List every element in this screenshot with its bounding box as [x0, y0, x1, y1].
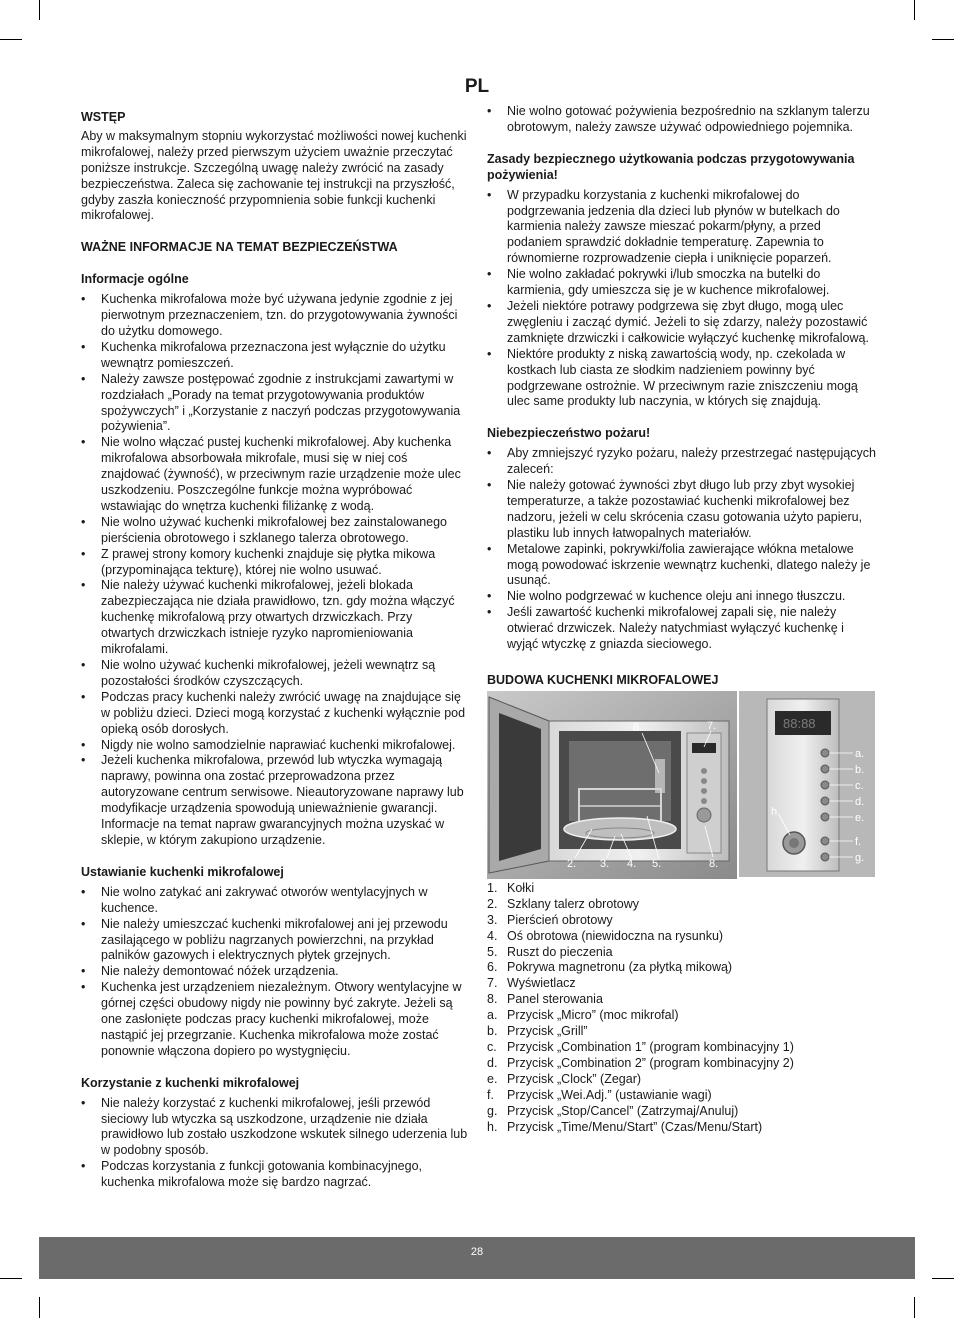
- part-text: Przycisk „Micro” (moc mikrofal): [507, 1008, 679, 1023]
- list-item: • Nie wolno włączać pustej kuchenki mikrofalowej. Aby kuchenka mikrofalowa absorbowała mikrofale, musi się w niej coś znajdować (żywność), w przeciwnym razie urządzenie może ulec uszkodzeniu. Poszczególne funkcje można wypróbować wstawiając do wnętrza kuchenki filiżankę z wodą.: [81, 435, 469, 515]
- part-key: 5.: [487, 944, 498, 959]
- list-item: • Nie wolno podgrzewać w kuchence oleju ani innego tłuszczu.: [487, 589, 877, 605]
- label-2: 2.: [567, 857, 577, 870]
- list-item: • Podczas korzystania z funkcji gotowania kombinacyjnego, kuchenka mikrofalowa może się bardzo nagrzać.: [81, 1159, 469, 1191]
- list-item: • Metalowe zapinki, pokrywki/folia zawierające włókna metalowe mogą powodować iskrzenie wewnątrz kuchenki, dlatego należy je usunąć.: [487, 542, 877, 590]
- part-key: 6.: [487, 960, 498, 975]
- page-number: 28: [470, 1246, 484, 1258]
- list-item: • Podczas pracy kuchenki należy zwrócić uwagę na znajdujące się w pobliżu dzieci. Dzieci mogą korzystać z kuchenki wyłącznie pod opieką osób dorosłych.: [81, 690, 469, 738]
- label-g: g.: [855, 851, 865, 864]
- list-item: • Nie należy używać kuchenki mikrofalowej, jeżeli blokada zabezpieczająca nie działa prawidłowo, tzn. gdy można włączyć kuchenkę mikrofalową przy otwartych drzwiczkach. Przy otwartych drzwiczkach istnieje ryzyko napromieniowania mikrofalami.: [81, 578, 469, 658]
- part-text: Przycisk „Grill”: [507, 1024, 588, 1039]
- part-text: Wyświetlacz: [507, 976, 576, 991]
- part-item: [487, 1024, 877, 1040]
- part-key: h.: [487, 1119, 498, 1134]
- label-7: 7.: [707, 719, 717, 732]
- list-item: • Aby zmniejszyć ryzyko pożaru, należy przestrzegać następujących zaleceń:: [487, 446, 877, 478]
- part-key: b.: [487, 1024, 498, 1039]
- list-item: • Nie wolno używać kuchenki mikrofalowej, jeżeli wewnątrz są pozostałości środków czyszczących.: [81, 658, 469, 690]
- part-key: a.: [487, 1008, 498, 1023]
- part-key: 2.: [487, 896, 498, 911]
- part-text: Kołki: [507, 880, 535, 895]
- list-item: • Nigdy nie wolno samodzielnie naprawiać kuchenki mikrofalowej.: [81, 738, 469, 754]
- part-text: Szklany talerz obrotowy: [507, 896, 640, 911]
- label-c: c.: [855, 779, 864, 792]
- part-text: Panel sterowania: [507, 992, 603, 1007]
- part-text: Przycisk „Time/Menu/Start” (Czas/Menu/Start): [507, 1119, 763, 1134]
- usage-title: Korzystanie z kuchenki mikrofalowej: [81, 1075, 300, 1090]
- part-key: e.: [487, 1071, 498, 1086]
- label-6: 6.: [633, 721, 643, 734]
- list-item: • Kuchenka mikrofalowa może być używana jedynie zgodnie z jej pierwotnym przeznaczeniem, tzn. do przygotowywania żywności do użytku domowego.: [81, 292, 469, 340]
- list-item: • Jeżeli kuchenka mikrofalowa, przewód lub wtyczka wymagają naprawy, powinna ona zostać przeprowadzona przez autoryzowane centrum serwisowe. Nieautoryzowane naprawy lub modyfikacje urządzenia spowodują unieważnienie gwarancji. Informacje na temat napraw gwarancyjnych można uzyskać w sklepie, w którym zakupiono urządzenie.: [81, 753, 469, 848]
- part-text: Przycisk „Wei.Adj.” (ustawianie wagi): [507, 1087, 712, 1102]
- page-footer: [39, 1237, 915, 1279]
- list-item: • Nie należy korzystać z kuchenki mikrofalowej, jeśli przewód sieciowy lub wtyczka są uszkodzone, urządzenie nie działa prawidłowo lub zostało uszkodzone wskutek silnego uderzenia lub w podobny sposób.: [81, 1096, 469, 1160]
- part-item: [487, 1120, 877, 1136]
- part-item: [487, 929, 877, 945]
- left-column: [81, 104, 469, 1191]
- label-5: 5.: [652, 857, 662, 870]
- setup-title: Ustawianie kuchenki mikrofalowej: [81, 864, 284, 879]
- general-title: Informacje ogólne: [81, 272, 189, 287]
- label-3: 3.: [600, 857, 610, 870]
- part-key: d.: [487, 1055, 498, 1070]
- part-text: Ruszt do pieczenia: [507, 944, 613, 959]
- part-text: Pokrywa magnetronu (za płytką mikową): [507, 960, 733, 975]
- parts-list: [487, 881, 877, 1136]
- part-key: 7.: [487, 976, 498, 991]
- list-item: • Jeśli zawartość kuchenki mikrofalowej zapali się, nie należy otwierać drzwiczek. Należy natychmiast wyłączyć kuchenkę i wyjąć wtyczkę z gniazda sieciowego.: [487, 605, 877, 653]
- part-text: Pierścień obrotowy: [507, 912, 613, 927]
- door-window: [499, 713, 541, 861]
- list-item: • Nie wolno zakładać pokrywki i/lub smoczka na butelki do karmienia, gdy umieszcza się je w kuchence mikrofalowej.: [487, 267, 877, 299]
- crop-mark: [39, 1297, 40, 1318]
- part-item: [487, 1008, 877, 1024]
- svg-text:88:88: 88:88: [783, 715, 816, 731]
- part-key: 3.: [487, 912, 498, 927]
- glass-turntable: [564, 818, 676, 840]
- list-item: • Niektóre produkty z niską zawartością wody, np. czekolada w kostkach lub ciasta ze słodkim nadzieniem powinny być podgrzewane ostrożnie. W przeciwnym razie zniszczeniu mogą ulec same produkty lub naczynia, w których się znajdują.: [487, 347, 877, 411]
- part-key: c.: [487, 1039, 497, 1054]
- crop-mark: [0, 1278, 22, 1279]
- part-text: Przycisk „Stop/Cancel” (Zatrzymaj/Anuluj): [507, 1103, 739, 1118]
- list-item: • Nie wolno zatykać ani zakrywać otworów wentylacyjnych w kuchence.: [81, 885, 469, 917]
- label-f: f.: [855, 835, 862, 848]
- crop-mark: [0, 39, 22, 40]
- label-a: a.: [855, 747, 865, 760]
- list-item: • Kuchenka jest urządzeniem niezależnym. Otwory wentylacyjne w górnej części obudowy nigdy nie powinny być zakryte. Jeżeli są one zasłonięte podczas pracy kuchenki mikrofalowej, może nastąpić jej przegrzanie. Kuchenka mikrofalowa może zostać ponownie włączona dopiero po wystygnięciu.: [81, 980, 469, 1060]
- part-key: 4.: [487, 928, 498, 943]
- crop-mark: [932, 1278, 954, 1279]
- label-4: 4.: [627, 857, 637, 870]
- right-column: [487, 104, 877, 1135]
- list-item: • Nie wolno używać kuchenki mikrofalowej bez zainstalowanego pierścienia obrotowego i szklanego talerza obrotowego.: [81, 515, 469, 547]
- list-item: • Jeżeli niektóre potrawy podgrzewa się zbyt długo, mogą ulec zwęgleniu i zacząć dymić. Jeżeli to się zdarzy, należy pozostawić zamknięte drzwiczki i całkowicie wyłączyć kuchenkę mikrofalową.: [487, 299, 877, 347]
- label-h: h.: [771, 805, 781, 818]
- fire-list: [487, 446, 877, 653]
- part-item: [487, 1040, 877, 1056]
- list-item: • Nie należy gotować żywności zbyt długo lub przy zbyt wysokiej temperaturze, a także pozostawiać kuchenki mikrofalowej bez nadzoru, jeżeli w celu skrócenia czasu gotowania użyto papieru, plastiku lub innych łatwopalnych materiałów.: [487, 478, 877, 542]
- part-item: [487, 945, 877, 961]
- important-title: WAŻNE INFORMACJE NA TEMAT BEZPIECZEŃSTWA: [81, 240, 398, 255]
- part-item: [487, 1104, 877, 1120]
- crop-mark: [932, 39, 954, 40]
- safety-title: Zasady bezpiecznego użytkowania podczas przygotowywania pożywienia!: [487, 151, 855, 182]
- microwave-diagram: [487, 691, 875, 879]
- intro-title: WSTĘP: [81, 110, 126, 124]
- part-item: [487, 881, 877, 897]
- list-item: • Kuchenka mikrofalowa przeznaczona jest wyłącznie do użytku wewnątrz pomieszczeń.: [81, 340, 469, 372]
- label-8: 8.: [709, 857, 719, 870]
- list-item: • Nie wolno gotować pożywienia bezpośrednio na szklanym talerzu obrotowym, należy zawsze używać odpowiedniego pojemnika.: [487, 104, 877, 136]
- safety-list: [487, 188, 877, 411]
- fire-title: Niebezpieczeństwo pożaru!: [487, 426, 651, 441]
- part-item: [487, 1088, 877, 1104]
- part-item: [487, 992, 877, 1008]
- part-key: 1.: [487, 880, 498, 895]
- part-text: Przycisk „Combination 1” (program kombinacyjny 1): [507, 1039, 794, 1054]
- part-text: Oś obrotowa (niewidoczna na rysunku): [507, 928, 724, 943]
- setup-list: [81, 885, 469, 1060]
- general-list: [81, 292, 469, 849]
- part-item: [487, 897, 877, 913]
- list-item: • Nie należy demontować nóżek urządzenia.: [81, 964, 469, 980]
- part-text: Przycisk „Combination 2” (program kombinacyjny 2): [507, 1055, 794, 1070]
- usage-list: [81, 1096, 469, 1191]
- language-header: PL: [464, 76, 490, 97]
- list-item: • Nie należy umieszczać kuchenki mikrofalowej ani jej przewodu zasilającego w pobliżu nagrzanych powierzchni, na przykład palników gazowych i elektrycznych płytek grzejnych.: [81, 917, 469, 965]
- part-item: [487, 960, 877, 976]
- list-item: • Z prawej strony komory kuchenki znajduje się płytka mikowa (przypominająca tekturę), której nie wolno usuwać.: [81, 547, 469, 579]
- part-item: [487, 913, 877, 929]
- part-item: [487, 1056, 877, 1072]
- display-small: [692, 743, 716, 753]
- label-d: d.: [855, 795, 865, 808]
- crop-mark: [914, 1297, 915, 1318]
- list-item: • Należy zawsze postępować zgodnie z instrukcjami zawartymi w rozdziałach „Porady na temat przygotowywania produktów spożywczych” i „Korzystanie z naczyń podczas przygotowywania pożywienia”.: [81, 372, 469, 436]
- part-item: [487, 976, 877, 992]
- part-item: [487, 1072, 877, 1088]
- crop-mark: [39, 0, 40, 20]
- list-item: • W przypadku korzystania z kuchenki mikrofalowej do podgrzewania jedzenia dla dzieci lub płynów w butelkach do karmienia należy zawsze mieszać pokarm/płyny, a przed podaniem sprawdzić dokładnie temperaturę. Zapewnia to równomierne rozprowadzenie ciepła i uniknięcie poparzeń.: [487, 188, 877, 268]
- construction-title: BUDOWA KUCHENKI MIKROFALOWEJ: [487, 673, 719, 687]
- part-key: f.: [487, 1087, 494, 1102]
- top-list: [487, 104, 877, 136]
- intro-text: Aby w maksymalnym stopniu wykorzystać możliwości nowej kuchenki mikrofalowej, należy przed pierwszym użyciem uważnie przeczytać poniższe instrukcje. Szczególną uwagę należy zwrócić na zasady bezpieczeństwa. Zaleca się zachowanie tej instrukcji na przyszłość, gdyby zaszła konieczność przypomnienia sobie funkcji kuchenki mikrofalowej.: [81, 128, 467, 223]
- part-key: g.: [487, 1103, 498, 1118]
- part-key: 8.: [487, 992, 498, 1007]
- label-e: e.: [855, 811, 865, 824]
- mica-plate: [655, 759, 665, 793]
- microwave-figure: [487, 691, 875, 877]
- part-text: Przycisk „Clock” (Zegar): [507, 1071, 642, 1086]
- crop-mark: [914, 0, 915, 20]
- label-b: b.: [855, 763, 865, 776]
